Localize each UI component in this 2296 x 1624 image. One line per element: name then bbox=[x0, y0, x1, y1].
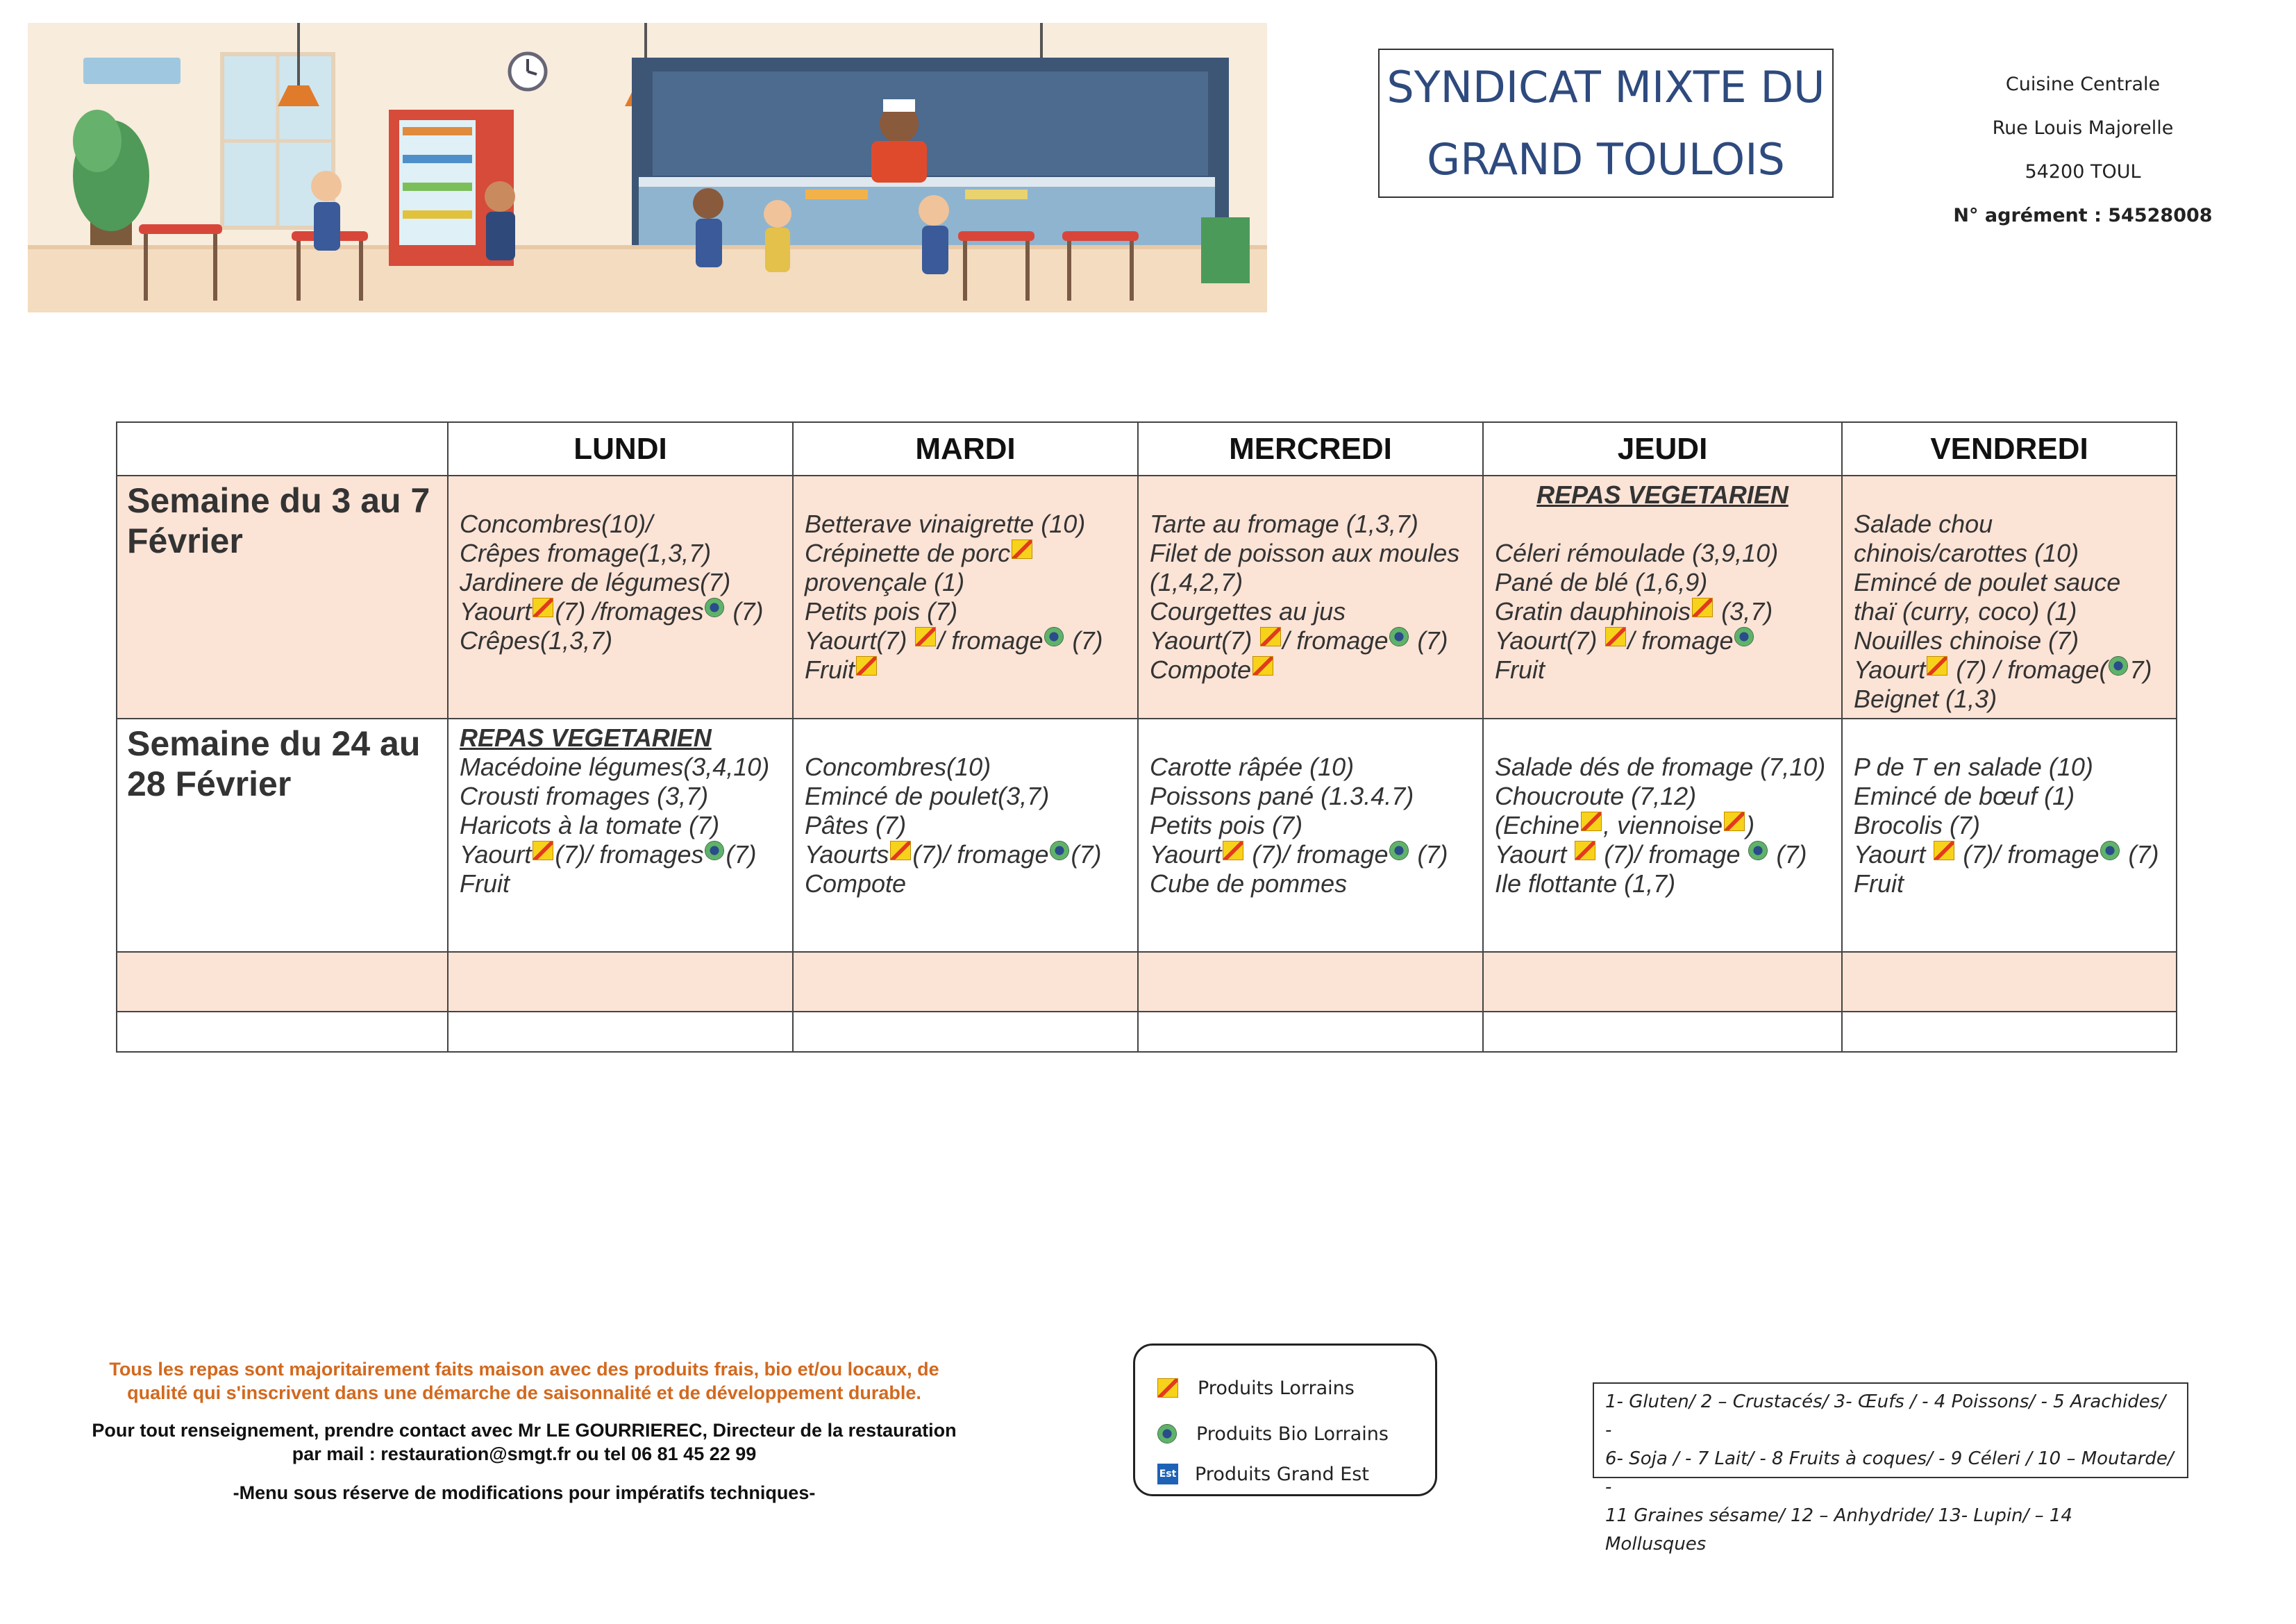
menu-item: Betterave vinaigrette (10) bbox=[805, 510, 1086, 538]
produits-lorrains-icon bbox=[1223, 841, 1243, 860]
menu-item-text: Yaourt bbox=[1150, 840, 1222, 869]
allergen-line: 11 Graines sésame/ 12 – Anhydride/ 13- Lupin/ – 14 Mollusques bbox=[1605, 1505, 2072, 1555]
empty-cell bbox=[1138, 1012, 1483, 1052]
week-label-line: Semaine du 24 au bbox=[127, 724, 421, 763]
produits-lorrains-icon bbox=[1157, 1378, 1178, 1398]
menu-item bbox=[1150, 626, 1471, 655]
empty-cell bbox=[793, 1012, 1138, 1052]
empty-cell bbox=[448, 952, 793, 1012]
vegetarian-meal-label: REPAS VEGETARIEN bbox=[1536, 480, 1788, 509]
menu-item-text: (7) bbox=[1071, 840, 1102, 869]
menu-item: Fruit bbox=[1495, 655, 1545, 684]
menu-item: Crousti fromages (3,7) bbox=[460, 782, 709, 810]
menu-item: Concombres(10) bbox=[805, 753, 991, 781]
menu-item: Concombres(10)/ bbox=[460, 510, 653, 538]
day-header-mercredi: MERCREDI bbox=[1138, 422, 1483, 476]
produits-bio-lorrains-icon bbox=[1748, 841, 1768, 860]
quality-note-line: Tous les repas sont majoritairement faits maison avec des produits frais, bio et/ou locaux, de bbox=[109, 1359, 939, 1380]
menu-item: Pané de blé (1,6,9) bbox=[1495, 568, 1708, 596]
menu-item-text: (7) bbox=[732, 597, 764, 626]
produits-bio-lorrains-icon bbox=[2109, 656, 2128, 676]
menu-item-text: (3,7) bbox=[1714, 597, 1773, 626]
menu-item: (1,4,2,7) bbox=[1150, 568, 1243, 596]
menu-cell-week1-vendredi bbox=[1842, 476, 2177, 719]
contact-line: Pour tout renseignement, prendre contact avec Mr LE GOURRIEREC, Directeur de la restauration bbox=[92, 1420, 957, 1441]
menu-item: Fruit bbox=[460, 869, 510, 898]
produits-lorrains-icon bbox=[1692, 598, 1713, 617]
allergen-line: 1- Gluten/ 2 – Crustacés/ 3- Œufs / - 4 Poissons/ - 5 Arachides/ - bbox=[1605, 1391, 2166, 1441]
menu-item-text: (7) bbox=[1065, 626, 1103, 655]
address-line: Cuisine Centrale bbox=[2005, 74, 2161, 95]
menu-item-text: Yaourt bbox=[1854, 840, 1933, 869]
menu-item: Haricots à la tomate (7) bbox=[460, 811, 720, 839]
empty-cell bbox=[117, 1012, 448, 1052]
menu-item bbox=[1854, 840, 2165, 869]
table-row-week-1 bbox=[117, 476, 2177, 719]
menu-item-text: (7) / fromage( bbox=[1949, 655, 2108, 684]
week-label-line: 28 Février bbox=[127, 764, 292, 803]
menu-item-text: / fromage bbox=[1627, 626, 1734, 655]
legend-label: Produits Lorrains bbox=[1198, 1377, 1355, 1399]
allergen-list bbox=[1593, 1382, 2188, 1555]
menu-item-text: / fromage bbox=[937, 626, 1044, 655]
menu-item-text: 7) bbox=[2129, 655, 2152, 684]
menu-item-text: (7)/ fromages bbox=[555, 840, 704, 869]
menu-item: Beignet (1,3) bbox=[1854, 685, 1997, 713]
disclaimer: -Menu sous réserve de modifications pour impératifs techniques- bbox=[233, 1482, 816, 1503]
menu-item: chinois/carottes (10) bbox=[1854, 539, 2079, 567]
menu-cell-week2-vendredi bbox=[1842, 719, 2177, 952]
title-line-1: SYNDICAT MIXTE DU bbox=[1386, 62, 1825, 112]
menu-item bbox=[460, 597, 781, 626]
menu-cell-week2-mardi bbox=[793, 719, 1138, 952]
menu-item: Tarte au fromage (1,3,7) bbox=[1150, 510, 1418, 538]
menu-item: provençale (1) bbox=[805, 568, 965, 596]
menu-item-text: , viennoise bbox=[1603, 811, 1723, 839]
menu-item bbox=[1495, 811, 1830, 840]
menu-item: Filet de poisson aux moules bbox=[1150, 539, 1460, 567]
day-header-mardi: MARDI bbox=[793, 422, 1138, 476]
menu-item: P de T en salade (10) bbox=[1854, 753, 2093, 781]
menu-cell-week1-mardi bbox=[793, 476, 1138, 719]
menu-item-text: (7) /fromages bbox=[555, 597, 704, 626]
menu-item: Ile flottante (1,7) bbox=[1495, 869, 1676, 898]
menu-item-text: Yaourt bbox=[1854, 655, 1926, 684]
menu-item: Salade dés de fromage (7,10) bbox=[1495, 753, 1826, 781]
legend-item-lorrains bbox=[1156, 1365, 1435, 1411]
produits-bio-lorrains-icon bbox=[1389, 841, 1409, 860]
menu-item bbox=[1495, 840, 1830, 869]
day-header-jeudi: JEUDI bbox=[1483, 422, 1842, 476]
legend-item-grand-est bbox=[1156, 1457, 1435, 1491]
canteen-banner-illustration bbox=[28, 23, 1267, 312]
menu-item bbox=[805, 840, 1126, 869]
menu-item-text: Yaourt(7) bbox=[805, 626, 914, 655]
empty-cell bbox=[448, 1012, 793, 1052]
table-header-row bbox=[117, 422, 2177, 476]
menu-item bbox=[1495, 597, 1830, 626]
produits-bio-lorrains-icon bbox=[1734, 627, 1754, 646]
footer-note bbox=[62, 1357, 986, 1504]
week-label-line: Février bbox=[127, 521, 243, 560]
week-label bbox=[117, 476, 448, 719]
menu-item: Céleri rémoulade (3,9,10) bbox=[1495, 539, 1779, 567]
produits-lorrains-icon bbox=[1934, 841, 1954, 860]
menu-item-text: ) bbox=[1746, 811, 1755, 839]
table-row-empty bbox=[117, 952, 2177, 1012]
empty-cell bbox=[1842, 1012, 2177, 1052]
menu-item bbox=[1495, 626, 1830, 655]
produits-lorrains-icon bbox=[533, 841, 553, 860]
menu-item bbox=[805, 626, 1126, 655]
table-row-week-2 bbox=[117, 719, 2177, 952]
agrement-number: N° agrément : 54528008 bbox=[1953, 205, 2213, 226]
produits-lorrains-icon bbox=[1581, 812, 1602, 831]
menu-item-text: (7)/ fromage bbox=[912, 840, 1049, 869]
empty-cell bbox=[1483, 1012, 1842, 1052]
menu-item: Carotte râpée (10) bbox=[1150, 753, 1355, 781]
menu-item bbox=[805, 539, 1126, 568]
title-line-2: GRAND TOULOIS bbox=[1427, 134, 1785, 185]
menu-item: Nouilles chinoise (7) bbox=[1854, 626, 2079, 655]
address-line: 54200 TOUL bbox=[2025, 161, 2141, 183]
menu-item-text: (7) bbox=[1410, 626, 1448, 655]
menu-item: Macédoine légumes(3,4,10) bbox=[460, 753, 770, 781]
menu-item: Emincé de bœuf (1) bbox=[1854, 782, 2075, 810]
menu-cell-week2-mercredi bbox=[1138, 719, 1483, 952]
menu-item: Pâtes (7) bbox=[805, 811, 907, 839]
produits-grand-est-icon: Est bbox=[1157, 1464, 1178, 1484]
menu-item-text: / fromage bbox=[1282, 626, 1389, 655]
empty-cell bbox=[793, 952, 1138, 1012]
menu-item-text: (7) bbox=[2121, 840, 2159, 869]
menu-item-text: (7) bbox=[1410, 840, 1448, 869]
menu-item-text: Yaourt(7) bbox=[1495, 626, 1604, 655]
menu-item bbox=[460, 840, 781, 869]
menu-item: Brocolis (7) bbox=[1854, 811, 1981, 839]
menu-cell-week1-mercredi bbox=[1138, 476, 1483, 719]
menu-cell-week2-lundi bbox=[448, 719, 793, 952]
menu-item-text: (7)/ fromage bbox=[1245, 840, 1389, 869]
menu-item-text: (7)/ fromage bbox=[1956, 840, 2100, 869]
menu-item: Cube de pommes bbox=[1150, 869, 1348, 898]
produits-lorrains-icon bbox=[1724, 812, 1745, 831]
address-line: Rue Louis Majorelle bbox=[1992, 117, 2174, 139]
menu-item: thaï (curry, coco) (1) bbox=[1854, 597, 2077, 626]
menu-item: Petits pois (7) bbox=[1150, 811, 1303, 839]
vegetarian-meal-label: REPAS VEGETARIEN bbox=[460, 723, 712, 752]
menu-item: Compote bbox=[805, 869, 907, 898]
produits-bio-lorrains-icon bbox=[2100, 841, 2120, 860]
address-block bbox=[1937, 69, 2229, 244]
produits-bio-lorrains-icon bbox=[1050, 841, 1069, 860]
produits-lorrains-icon bbox=[1575, 841, 1595, 860]
menu-item: Crêpes(1,3,7) bbox=[460, 626, 613, 655]
day-header-lundi: LUNDI bbox=[448, 422, 793, 476]
menu-item-text: Compote bbox=[1150, 655, 1252, 684]
empty-cell bbox=[1842, 952, 2177, 1012]
contact-line: par mail : restauration@smgt.fr ou tel 06 81 45 22 99 bbox=[292, 1443, 757, 1464]
legend-item-bio bbox=[1156, 1411, 1435, 1457]
menu-item-text: Crépinette de porc bbox=[805, 539, 1011, 567]
legend-label: Produits Bio Lorrains bbox=[1196, 1423, 1389, 1445]
menu-item bbox=[1854, 655, 2165, 685]
menu-item bbox=[1150, 655, 1471, 685]
week-label bbox=[117, 719, 448, 952]
empty-cell bbox=[117, 952, 448, 1012]
week-label-line: Semaine du 3 au 7 bbox=[127, 481, 430, 520]
menu-item bbox=[805, 655, 1126, 685]
menu-item: Choucroute (7,12) bbox=[1495, 782, 1697, 810]
menu-item-text: (7) bbox=[1769, 840, 1807, 869]
produits-bio-lorrains-icon bbox=[1389, 627, 1409, 646]
menu-item-text: Gratin dauphinois bbox=[1495, 597, 1691, 626]
produits-bio-lorrains-icon bbox=[1157, 1424, 1177, 1443]
header-empty-cell bbox=[117, 422, 448, 476]
produits-lorrains-icon bbox=[1260, 627, 1281, 646]
canteen-illustration bbox=[28, 23, 1267, 312]
table-row-empty bbox=[117, 1012, 2177, 1052]
menu-item-text: Yaourt bbox=[460, 840, 532, 869]
menu-item: Petits pois (7) bbox=[805, 597, 958, 626]
produits-lorrains-icon bbox=[1605, 627, 1626, 646]
menu-item-text: (7)/ fromage bbox=[1597, 840, 1748, 869]
empty-cell bbox=[1138, 952, 1483, 1012]
quality-note-line: qualité qui s'inscrivent dans une démarche de saisonnalité et de développement durable. bbox=[127, 1382, 921, 1403]
menu-item-text: Fruit bbox=[805, 655, 855, 684]
empty-cell bbox=[1483, 952, 1842, 1012]
menu-item: Salade chou bbox=[1854, 510, 1993, 538]
legend-label: Produits Grand Est bbox=[1195, 1463, 1369, 1485]
menu-item-text: Yaourt(7) bbox=[1150, 626, 1259, 655]
menu-item: Fruit bbox=[1854, 869, 1904, 898]
menu-item-text: Yaourt bbox=[460, 597, 532, 626]
allergen-line: 6- Soja / - 7 Lait/ - 8 Fruits à coques/ - 9 Céleri / 10 – Moutarde/ - bbox=[1605, 1448, 2174, 1498]
menu-item: Emincé de poulet(3,7) bbox=[805, 782, 1050, 810]
produits-bio-lorrains-icon bbox=[1044, 627, 1064, 646]
weekly-menu-table bbox=[116, 421, 2177, 1053]
produits-bio-lorrains-icon bbox=[705, 598, 724, 617]
menu-item: Courgettes au jus bbox=[1150, 597, 1346, 626]
product-origin-legend bbox=[1133, 1343, 1437, 1496]
menu-item bbox=[1150, 840, 1471, 869]
produits-lorrains-icon bbox=[890, 841, 911, 860]
produits-lorrains-icon bbox=[856, 656, 877, 676]
menu-item: Emincé de poulet sauce bbox=[1854, 568, 2121, 596]
menu-cell-week2-jeudi bbox=[1483, 719, 1842, 952]
menu-item-text: Yaourt bbox=[1495, 840, 1574, 869]
menu-item-text: Yaourts bbox=[805, 840, 889, 869]
menu-item: Jardinere de légumes(7) bbox=[460, 568, 731, 596]
day-header-vendredi: VENDREDI bbox=[1842, 422, 2177, 476]
menu-cell-week1-jeudi bbox=[1483, 476, 1842, 719]
produits-lorrains-icon bbox=[533, 598, 553, 617]
produits-bio-lorrains-icon bbox=[705, 841, 724, 860]
produits-lorrains-icon bbox=[1252, 656, 1273, 676]
produits-lorrains-icon bbox=[1927, 656, 1947, 676]
menu-item: Poissons pané (1.3.4.7) bbox=[1150, 782, 1414, 810]
produits-lorrains-icon bbox=[915, 627, 936, 646]
produits-lorrains-icon bbox=[1012, 539, 1032, 559]
menu-item-text: (7) bbox=[726, 840, 757, 869]
organization-title-box bbox=[1378, 49, 1834, 198]
menu-item: Crêpes fromage(1,3,7) bbox=[460, 539, 712, 567]
menu-cell-week1-lundi bbox=[448, 476, 793, 719]
menu-item-text: (Echine bbox=[1495, 811, 1580, 839]
